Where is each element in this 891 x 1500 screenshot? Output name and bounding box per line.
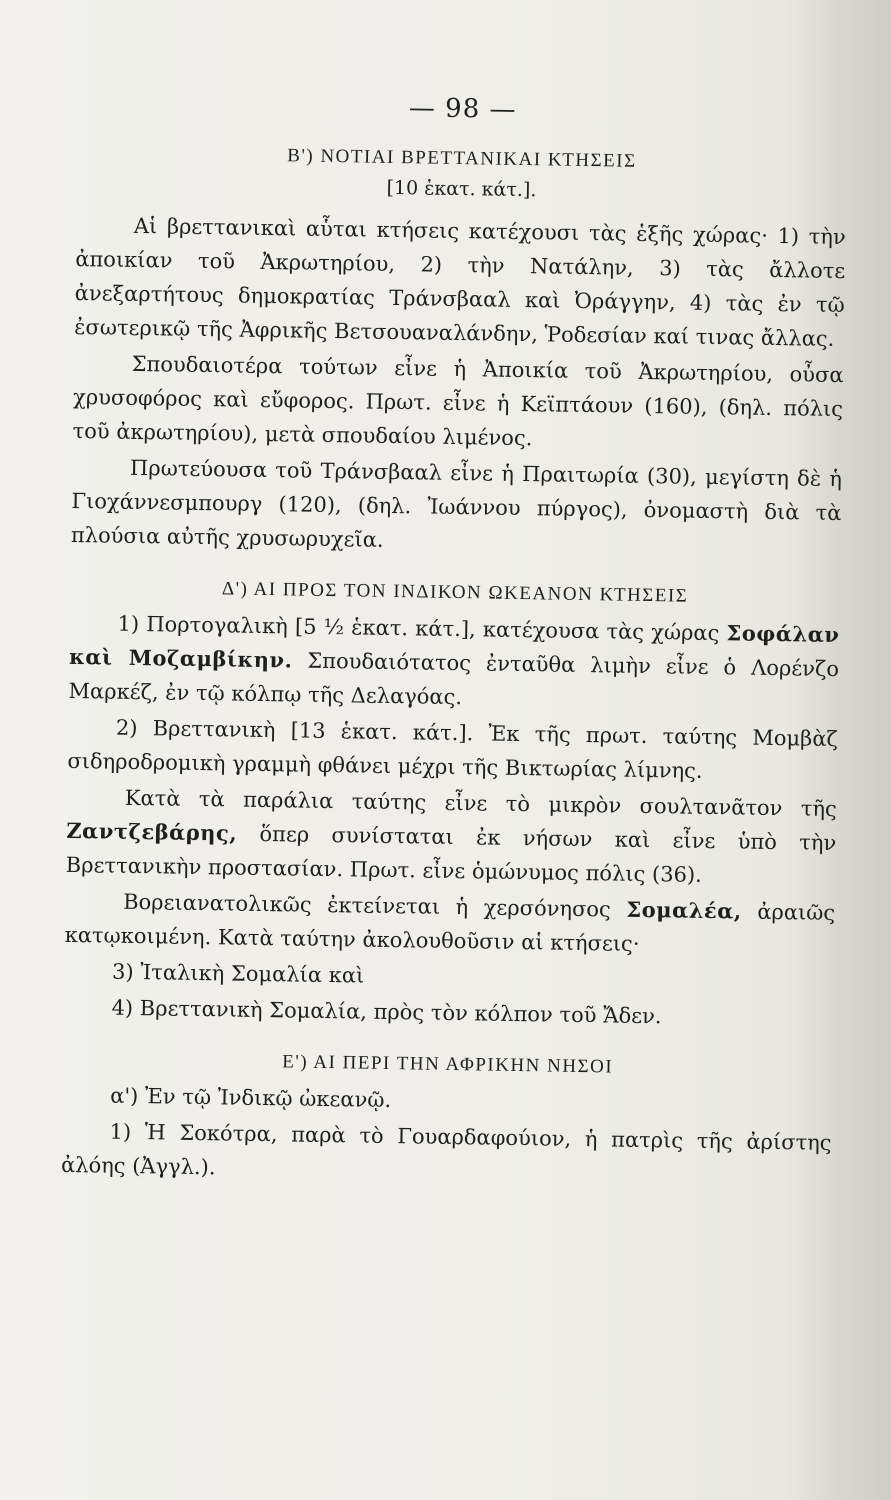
- page-text: [61, 88, 848, 1194]
- item-1-rest: Σπουδαιότατος ἐνταῦθα λιμὴν εἶνε ὁ Λορένζο Μαρκέζ, ἐν τῷ κόλπῳ τῆς Δελαγόας.: [68, 648, 840, 710]
- item-1-intro: 1) Πορτογαλικὴ [5 ½ ἑκατ. κάτ.], κατέχουσα τὰς χώρας: [117, 611, 720, 646]
- section-b-paragraph-3: Πρωτεύουσα τοῦ Τράνσβααλ εἶνε ἡ Πραιτωρία (30), μεγίστη δὲ ἡ Γιοχάννεσμπουργ (120), (δηλ. Ἰωάννου πύργος), ὀνομαστὴ διὰ τὰ πλούσια αὐτῆς χρυσωρυχεῖα.: [70, 455, 843, 552]
- section-d-heading: Δ') ΑΙ ΠΡΟΣ ΤΟΝ ΙΝΔΙΚΟΝ ΩΚΕΑΝΟΝ ΚΤΗΣΕΙΣ: [221, 578, 689, 607]
- section-e-item-1: 1) Ἡ Σοκότρα, παρὰ τὸ Γουαρδαφούιον, ἡ πατρὶς τῆς ἀρίστης ἀλόης (Ἀγγλ.).: [60, 1119, 832, 1180]
- section-d-item-2: 2) Βρεττανικὴ [13 ἑκατ. κάτ.]. Ἐκ τῆς πρωτ. ταύτης Μομβὰζ σιδηροδρομικὴ γραμμὴ φθάνει μέχρι τῆς Βικτωρίας λίμνης.: [67, 715, 839, 783]
- section-b-area: [10 ἑκατ. κάτ.].: [386, 176, 537, 202]
- somalia-bold: Σομαλέα,: [626, 896, 742, 924]
- section-e-heading: Ε') ΑΙ ΠΕΡΙ ΤΗΝ ΑΦΡΙΚΗΝ ΝΗΣΟΙ: [282, 1051, 614, 1078]
- somalia-paragraph: [64, 884, 835, 964]
- section-d-item-4: 4) Βρεττανικὴ Σομαλία, πρὸς τὸν κόλπον τοῦ Ἄδεν.: [111, 995, 662, 1029]
- somalia-intro: Βορειανατολικῶς ἐκτείνεται ἡ χερσόνησος: [123, 889, 611, 922]
- zanzibar-rest: ὅπερ συνίσταται ἐκ νήσων καὶ εἶνε ὑπὸ τὴν Βρεττανικὴν προστασίαν. Πρωτ. εἶνε ὁμώνυμος πόλις (36).: [65, 821, 837, 887]
- item-1-bold-places: Σοφάλαν καὶ Μοζαμβίκην.: [68, 620, 840, 673]
- section-e-sub: α') Ἐν τῷ Ἰνδικῷ ὠκεανῷ.: [109, 1083, 392, 1113]
- zanzibar-intro: Κατὰ τὰ παράλια ταύτης εἶνε τὸ μικρὸν σουλτανᾶτον τῆς: [124, 785, 837, 822]
- zanzibar-paragraph: [66, 780, 838, 894]
- section-d-item-1: [68, 606, 840, 720]
- zanzibar-bold: Ζαντζεβάρης,: [66, 817, 238, 846]
- somalia-rest: ἀραιῶς κατῳκοιμένη. Κατὰ ταύτην ἀκολουθοῦσιν αἱ κτήσεις·: [64, 899, 836, 956]
- page-number: — 98 —: [408, 93, 517, 125]
- section-b-heading: Β') ΝΟΤΙΑΙ ΒΡΕΤΤΑΝΙΚΑΙ ΚΤΗΣΕΙΣ: [287, 145, 637, 172]
- section-b-paragraph-2: Σπουδαιοτέρα τούτων εἶνε ἡ Ἀποικία τοῦ Ἀκρωτηρίου, οὖσα χρυσοφόρος καὶ εὔφορος. Πρωτ. εἶνε ἡ Κεϊπτάουν (160), (δηλ. πόλις τοῦ ἀκρωτηρίου), μετὰ σπουδαίου λιμένος.: [72, 351, 844, 451]
- section-b-paragraph-1: Αἱ βρεττανικαὶ αὗται κτήσεις κατέχουσι τὰς ἑξῆς χώρας· 1) τὴν ἀποικίαν τοῦ Ἀκρωτηρίου, 2) τὴν Νατάλην, 3) τὰς ἄλλοτε ἀνεξαρτήτους δημοκρατίας Τράνσβααλ καὶ Ὀράγγην, 4) τὰς ἐν τῷ ἐσωτερικῷ τῆς Ἀφρικῆς Βετσουαναλάνδην, Ῥοδεσίαν καί τινας ἄλλας.: [74, 213, 846, 351]
- section-d-item-3: 3) Ἰταλικὴ Σομαλία καὶ: [111, 959, 365, 988]
